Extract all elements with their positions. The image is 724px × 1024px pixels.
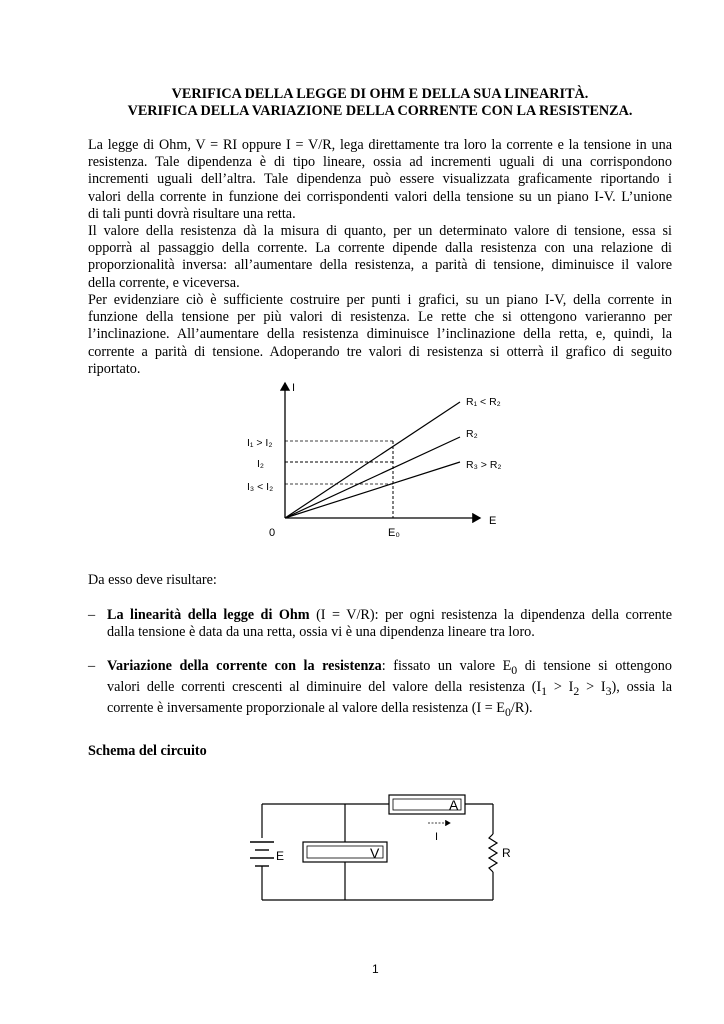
text-span: > I — [547, 679, 574, 696]
ammeter-label: A — [449, 797, 459, 813]
text-span: corrente è inversamente proporzionale al valore della resistenza (I = E — [107, 700, 505, 717]
source-label: E — [276, 849, 285, 863]
text-line: opporrà al passaggio della corrente. La corrente dipende dalla resistenza con una relazione di — [88, 240, 672, 257]
text-line: Per evidenziare ciò è sufficiente costruire per punti i grafici, su un piano I-V, della corrente in — [88, 292, 672, 308]
current-label: I — [435, 831, 439, 843]
line-r1 — [285, 402, 460, 518]
paragraph-resistance — [88, 223, 672, 292]
voltmeter-label: V — [370, 845, 380, 861]
subscript: 1 — [541, 683, 548, 698]
bullet-variation — [88, 658, 672, 719]
paragraph-graphs — [88, 292, 672, 378]
bullet-text — [107, 658, 672, 721]
text-line: dalla tensione è data da una retta, ossia vi è una dipendenza lineare tra loro. — [107, 624, 535, 641]
text-line: della corrente, e viceversa. — [88, 274, 240, 291]
resistor-label: R — [502, 846, 511, 860]
bullet-linearity — [88, 607, 672, 643]
label-r2: R₂ — [466, 428, 478, 440]
origin-label: 0 — [269, 527, 276, 539]
bullet-text — [107, 607, 672, 641]
text-span: valori delle correnti crescenti al diminuire del valore della resistenza (I — [107, 679, 542, 696]
circuit-diagram — [236, 790, 526, 905]
label-i1: I₁ > I₂ — [247, 437, 273, 449]
iv-graph — [230, 372, 520, 542]
label-i2: I₂ — [257, 458, 264, 470]
text-line: Il valore della resistenza dà la misura di quanto, per un determinato valore di tensione, essa si — [88, 223, 672, 239]
text-line: riportato. — [88, 360, 141, 377]
text-line: corrente a parità di tensione. Adoperando tre valori di resistenza si otterrà il grafico di seguito — [88, 343, 672, 360]
text-span: ), ossia la — [611, 679, 672, 696]
line-r3 — [285, 462, 460, 518]
x-axis-label: E — [489, 515, 497, 527]
page-number: 1 — [372, 962, 379, 976]
bullet-title: Variazione della corrente con la resistenza — [107, 658, 382, 674]
bullet-dash: – — [88, 607, 96, 623]
label-r3: R₃ > R₂ — [466, 459, 502, 471]
text-span: > I — [579, 679, 606, 696]
line-r2 — [285, 437, 460, 518]
subscript: 2 — [573, 683, 580, 698]
circuit-heading: Schema del circuito — [88, 743, 207, 759]
title-line-1: VERIFICA DELLA LEGGE DI OHM E DELLA SUA LINEARITÀ. — [171, 86, 589, 102]
subscript: 3 — [605, 683, 612, 698]
text-span: (I = V/R): per ogni resistenza la dipendenza della corrente — [309, 607, 672, 623]
title-line-2: VERIFICA DELLA VARIAZIONE DELLA CORRENTE CON LA RESISTENZA. — [127, 103, 633, 119]
text-line: funzione della tensione per più valori di resistenza. Le rette che si ottengono varieranno per — [88, 309, 672, 326]
paragraph-ohm-law — [88, 137, 672, 223]
text-line: l’inclinazione. All’aumentare della resistenza diminuisce l’inclinazione della retta, e, quindi, la — [88, 326, 672, 343]
text-line: proporzionalità inversa: all’aumentare della resistenza, a parità di tensione, diminuisce il valore — [88, 257, 672, 274]
text-line: resistenza. Tale dipendenza è di tipo lineare, ossia ad incrementi uguali di una corrispondono — [88, 154, 672, 171]
text-span: /R). — [510, 700, 533, 717]
bullet-title: La linearità della legge di Ohm — [107, 607, 310, 623]
text-line: La legge di Ohm, V = RI oppure I = V/R, lega direttamente tra loro la corrente e la tensione in una — [88, 137, 672, 153]
text-span: di tensione si ottengono — [517, 658, 672, 674]
subscript: 0 — [511, 662, 518, 677]
subscript: 0 — [504, 704, 511, 719]
text-span: : fissato un valore E — [381, 658, 512, 674]
resistor-symbol — [489, 834, 497, 872]
text-line: incrementi uguali dell’altra. Tale dipendenza può essere visualizzata graficamente riportando i — [88, 171, 672, 188]
result-intro: Da esso deve risultare: — [88, 572, 217, 588]
text-line: valori della corrente in funzione dei corrispondenti valori della tensione su un piano I-V. L’unione — [88, 188, 672, 205]
bullet-dash: – — [88, 658, 96, 674]
e0-label: E₀ — [388, 527, 400, 539]
label-r1: R₁ < R₂ — [466, 396, 501, 408]
y-axis-label: I — [292, 382, 296, 394]
label-i3: I₃ < I₂ — [247, 481, 274, 493]
text-line: di tali punti dovrà risultare una retta. — [88, 205, 296, 222]
